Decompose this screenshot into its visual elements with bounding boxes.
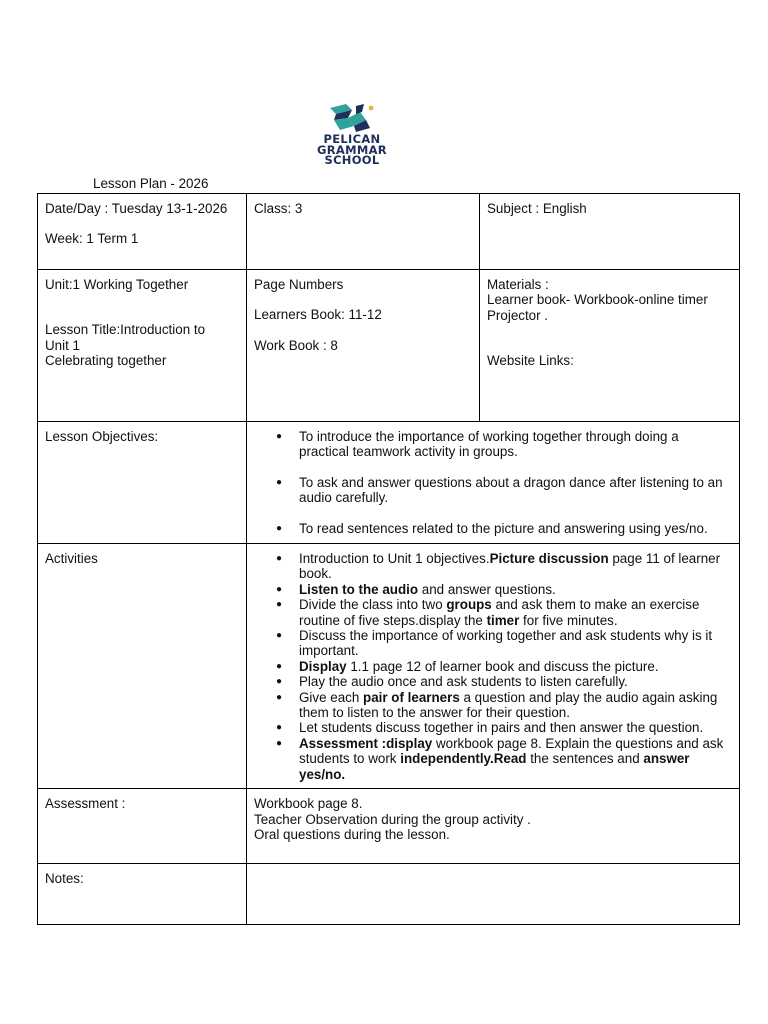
materials-label: Materials : xyxy=(487,277,549,292)
cell-objectives-label xyxy=(38,422,247,544)
logo-line-3: SCHOOL xyxy=(324,153,380,167)
learners-book-pages: Learners Book: 11-12 xyxy=(254,307,382,323)
lesson-title-line-1: Lesson Title:Introduction to xyxy=(45,322,206,338)
objectives-label: Lesson Objectives: xyxy=(45,429,159,444)
lesson-plan-table xyxy=(37,193,739,925)
website-links-label: Website Links: xyxy=(487,353,574,369)
week-term: Week: 1 Term 1 xyxy=(45,231,139,247)
objective-item: ● To ask and answer questions about a dragon dance after listening to an audio carefully. xyxy=(299,475,732,506)
materials-line-2: Projector . xyxy=(487,307,549,323)
row-assessment xyxy=(38,789,740,864)
row-notes xyxy=(38,864,740,925)
assessment-line-2: Teacher Observation during the group activity . xyxy=(254,811,531,827)
date-day: Date/Day : Tuesday 13-1-2026 xyxy=(45,201,228,216)
cell-assessment-text xyxy=(247,789,740,864)
activity-item: ● Play the audio once and ask students to listen carefully. xyxy=(299,674,732,689)
row-unit-info xyxy=(38,270,740,422)
cell-date-week xyxy=(38,194,247,270)
activities-list xyxy=(254,551,732,782)
assessment-label: Assessment : xyxy=(45,796,126,812)
subject-value: Subject : English xyxy=(487,201,587,216)
activity-item: ● Listen to the audio and answer questions. xyxy=(299,582,732,597)
activities-label: Activities xyxy=(45,551,98,566)
cell-page-numbers xyxy=(247,270,480,422)
cell-notes-label xyxy=(38,864,247,925)
lesson-title-line-2: Unit 1 xyxy=(45,337,80,353)
cell-materials xyxy=(480,270,740,422)
activity-item: ● Introduction to Unit 1 objectives.Picture discussion page 11 of learner book. xyxy=(299,551,732,582)
logo-line-1: PELICAN xyxy=(323,132,381,146)
cell-subject xyxy=(480,194,740,270)
notes-label: Notes: xyxy=(45,871,84,887)
unit-name: Unit:1 Working Together xyxy=(45,277,189,292)
activity-item: ● Divide the class into two groups and ask them to make an exercise routine of five steps.display the timer for five minutes. xyxy=(299,597,732,628)
work-book-pages: Work Book : 8 xyxy=(254,337,338,353)
school-logo xyxy=(298,102,406,172)
objective-item: ● To introduce the importance of working together through doing a practical teamwork activity in groups. xyxy=(299,429,732,460)
row-objectives xyxy=(38,422,740,544)
assessment-line-1: Workbook page 8. xyxy=(254,796,363,812)
objectives-list xyxy=(254,429,732,536)
activity-item: ● Discuss the importance of working together and ask students why is it important. xyxy=(299,628,732,659)
logo-line-2: GRAMMAR xyxy=(317,142,387,157)
lesson-title-line-3: Celebrating together xyxy=(45,353,167,369)
activity-item: ● Assessment :display workbook page 8. Explain the questions and ask students to work independently.Read the sentences and answer yes/no. xyxy=(299,736,732,782)
assessment-line-3: Oral questions during the lesson. xyxy=(254,826,450,842)
cell-unit xyxy=(38,270,247,422)
cell-objectives-list xyxy=(247,422,740,544)
activity-item: ● Let students discuss together in pairs and then answer the question. xyxy=(299,720,732,735)
materials-line-1: Learner book- Workbook-online timer xyxy=(487,292,708,308)
page-numbers-label: Page Numbers xyxy=(254,277,344,292)
class-value: Class: 3 xyxy=(254,201,303,216)
cell-notes-content xyxy=(247,864,740,925)
cell-class xyxy=(247,194,480,270)
cell-activities-label xyxy=(38,544,247,789)
objective-item: ● To read sentences related to the picture and answering using yes/no. xyxy=(299,521,732,536)
activity-item: ● Display 1.1 page 12 of learner book and discuss the picture. xyxy=(299,659,732,674)
cell-activities-list xyxy=(247,544,740,789)
cell-assessment-label xyxy=(38,789,247,864)
pelican-logo-icon xyxy=(326,102,376,134)
row-activities xyxy=(38,544,740,789)
activity-item: ● Give each pair of learners a question and play the audio again asking them to listen to the answer for their question. xyxy=(299,690,732,721)
row-header-info xyxy=(38,194,740,270)
lesson-plan-title: Lesson Plan - 2026 xyxy=(93,176,209,191)
